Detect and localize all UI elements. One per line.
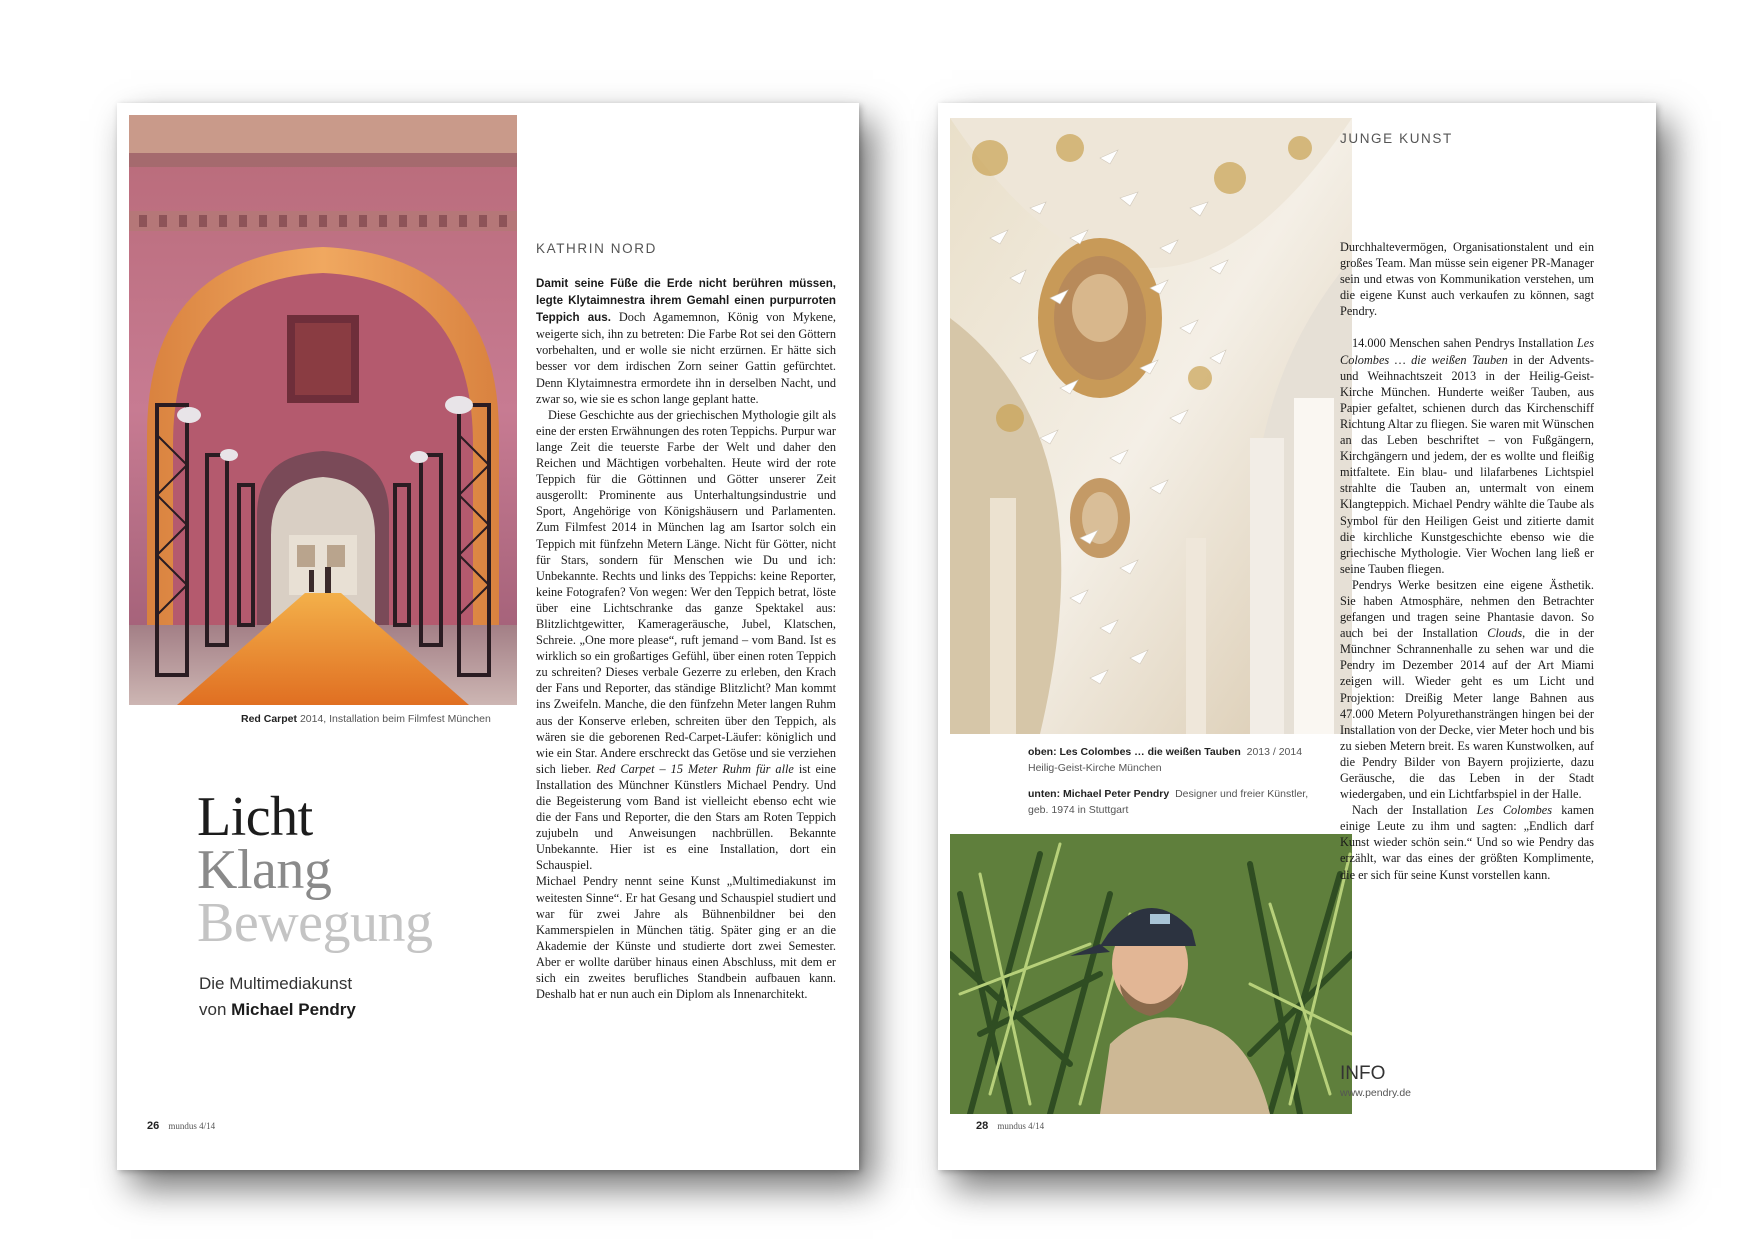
work-title: Les Colombes … die weißen Tauben	[1340, 336, 1594, 367]
headline-line-2: Klang	[197, 839, 332, 901]
caption-location: Heilig-Geist-Kirche München	[1028, 762, 1162, 774]
paragraph-text: Nach der Installation	[1352, 803, 1468, 818]
section-label: JUNGE KUNST	[1340, 131, 1453, 146]
caption-birth: geb. 1974 in Stuttgart	[1028, 804, 1129, 816]
les-colombes-photo	[950, 118, 1352, 734]
paragraph-text: ist eine Installation des Münchner Künstlers Michael Pendry. Und die Begeisterung vom Band ist vielleicht ebenso echt wie die der Fans und Reporter, die den Stars am Roten Teppich zujubeln und Anweisungen nachbrüllen. Bekannte Unbekannte. Hier ist es eine Installation, dort ein Schauspiel.	[536, 761, 836, 873]
caption-role: Designer und freier Künstler,	[1175, 788, 1309, 800]
author-name: KATHRIN NORD	[536, 241, 657, 256]
caption-line-1	[1028, 745, 1302, 759]
article-paragraph	[1340, 802, 1594, 882]
article-lead: Damit seine Füße die Erde nicht berühren müssen, legte Klytaimnestra ihrem Gemahl einen purpurroten Teppich aus.	[536, 277, 836, 325]
left-article-column	[536, 275, 836, 1075]
subline	[199, 971, 356, 1023]
page-folio	[976, 1120, 1044, 1132]
info-url[interactable]: www.pendry.de	[1340, 1087, 1412, 1099]
headline-line-3: Bewegung	[197, 892, 433, 954]
caption-years: 2013 / 2014	[1246, 746, 1303, 758]
page-number: 28	[976, 1120, 989, 1132]
work-title: Clouds	[1487, 626, 1523, 641]
les-colombes-caption	[1028, 745, 1302, 775]
artist-name: Michael Pendry	[231, 1000, 356, 1019]
subline-line-1: Die Multimediakunst	[199, 974, 353, 993]
magazine-issue: mundus 4/14	[168, 1121, 216, 1131]
caption-prefix: unten:	[1028, 788, 1061, 800]
magazine-issue: mundus 4/14	[997, 1121, 1045, 1131]
caption-text: 2014, Installation beim Filmfest München	[299, 713, 491, 725]
subline-prefix: von	[199, 1000, 227, 1019]
article-paragraph	[536, 407, 836, 874]
work-title: Red Carpet – 15 Meter Ruhm für alle	[596, 761, 794, 776]
portrait-photo	[950, 834, 1352, 1114]
red-carpet-caption	[241, 712, 491, 726]
paragraph-text: in der Advents- und Weihnachtszeit 2013 in der Heilig-Geist-Kirche München. Hunderte weißer Tauben, aus Papier gefaltet, schienen durch das Kirchenschiff Richtung Altar zu fliegen. Sie waren mit Wünschen an das Leben beschriftet – von Fußgängern, Kirchgängern und jedem, der es wollte und fleißig mitfaltete. Ein blau- und lilafarbenes Lichtspiel strahlte die Tauben an, untermalt von einem Klangteppich. Michael Pendry wählte die Taube als Symbol für den Heiligen Geist und zitierte damit die kirchliche Kunstgeschichte ebenso wie die griechische Mythologie. Vier Wochen lang ließ er seine Tauben fliegen.	[1340, 352, 1594, 576]
work-title: Les Colombes	[1476, 803, 1553, 818]
article-paragraph	[1340, 335, 1594, 576]
page-number: 26	[147, 1120, 160, 1132]
article-paragraph	[1340, 577, 1594, 802]
paragraph-text: Doch Agamemnon, König von Mykene, weigerte sich, ihn zu betreten: Die Farbe Rot sei den Göttern vorbehalten, und er wolle sie nicht erzürnen. Er hätte sich besser vor dem irdischen Zorn seiner Gattin gefürchtet. Denn Klytaimnestra ermordete ihn in derselben Nacht, und zwar so, wie sie es schon lange geplant hatte.	[536, 310, 836, 406]
page-folio	[147, 1120, 215, 1132]
paragraph-text: Pendrys Werke besitzen eine eigene Ästhetik. Sie haben Atmosphäre, nehmen den Betrachter gefangen und tragen seine Phantasie davon. So auch bei der Installation	[1340, 577, 1594, 641]
paragraph-text: Diese Geschichte aus der griechischen Mythologie gilt als eine der ersten Erwähnungen des roten Teppichs. Purpur war lange Zeit die teuerste Farbe der Welt und daher den Reichen und Mächtigen vorbehalten. Heute wird der rote Teppich für die Göttinnen und Götter unserer Zeit ausgerollt: Prominente aus Unterhaltungsindustrie und Sport, Angehörige von Königshäusern und Parlamenten. Zum Filmfest 2014 in München lag am Isartor solch ein Teppich mit fünfzehn Metern Länge. Nicht für Götter, nicht für Stars, sondern für Menschen wie Du und ich: Unbekannte. Rechts und links des Teppichs: keine Reporter, keine Fotografen? Von wegen: Wer den Teppich betrat, löste über eine Lichtschranke das ganze Spektakel aus: Blitzlichtgewitter, Kamerageräusche, Jubel, Klatschen, Schreie. „One more please“, ruft jemand – vom Band. Ist es wirklich so ein großartiges Gefühl, über einen roten Teppich zu schreiten? Dieses verbale Gezerre zu erleben, den Krach der Fans und Reporter, das ständige Blitzlicht? Man kommt ins Zweifeln. Manche, die den fünfzehn Meter langen Ruhm aus der Konserve erleben, schreiten über den Teppich, als wären sie die geborenen Red-Carpet-Läufer: königlich und wie ein Star. Andere erschreckt das Getöse und sie verziehen sich lieber.	[536, 407, 836, 776]
article-paragraph: Durchhaltevermögen, Organisationstalent und ein großes Team. Man müsse sein eigener PR-Manager sein und etwas von Kommunikation verstehen, um die eigene Kunst auch verkaufen zu können, sagt Pendry.	[1340, 240, 1594, 319]
info-box	[1340, 1063, 1411, 1099]
right-article-column	[1340, 239, 1594, 1049]
caption-title: Les Colombes … die weißen Tauben	[1059, 746, 1241, 758]
right-page	[938, 103, 1656, 1170]
headline	[197, 786, 433, 954]
caption-prefix: oben:	[1028, 746, 1057, 758]
article-paragraph	[536, 275, 836, 407]
red-carpet-photo	[129, 115, 517, 705]
subline-line-2	[199, 997, 356, 1023]
portrait-caption	[1028, 787, 1308, 817]
caption-title: Red Carpet	[241, 713, 298, 725]
caption-line-1	[1028, 787, 1308, 801]
paragraph-text: , die in der Münchner Schrannenhalle zu sehen war und die Pendry im Dezember 2014 auf der Art Miami zeigen will. Wieder geht es um Licht und Projektion: Dreißig Meter lange Bahnen aus 47.000 Metern Polyurethansträngen hingen bei der Installation von der Decke, vier Meter hoch und bis zu sieben Metern breit. Es waren Kunstwolken, auf die Pendry Bilder von Bayern projizierte, dazu Geräusche, die das Leben in der Stadt wiedergaben, und ein Lichtfarbspiel in der Halle.	[1340, 626, 1595, 802]
headline-line-1: Licht	[197, 786, 313, 848]
caption-name: Michael Peter Pendry	[1063, 788, 1170, 800]
article-paragraph: Michael Pendry nennt seine Kunst „Multimediakunst im weitesten Sinne“. Er hat Gesang und Schauspiel studiert und war für zwei Jahre als Bühnenbildner bei den Kammerspielen in München tätig. Später ging er an die Akademie der Künste und studierte dort zwei Semester. Aber er wollte darüber hinaus einen Abschluss, mit dem er sich ein zweites berufliches Standbein aufbauen kann. Deshalb hat er nun auch ein Diplom als Innenarchitekt.	[536, 874, 836, 1002]
paragraph-text: kamen einige Leute zu ihm und sagten: „Endlich darf Kunst wieder schön sein.“ Und so wie Pendry das erzählt, war das eines der größten Komplimente, die er sich für seine Kunst vorstellen kann.	[1340, 803, 1595, 882]
left-page	[117, 103, 859, 1170]
info-title: INFO	[1340, 1063, 1386, 1084]
paragraph-text: 14.000 Menschen sahen Pendrys Installation	[1352, 336, 1574, 351]
